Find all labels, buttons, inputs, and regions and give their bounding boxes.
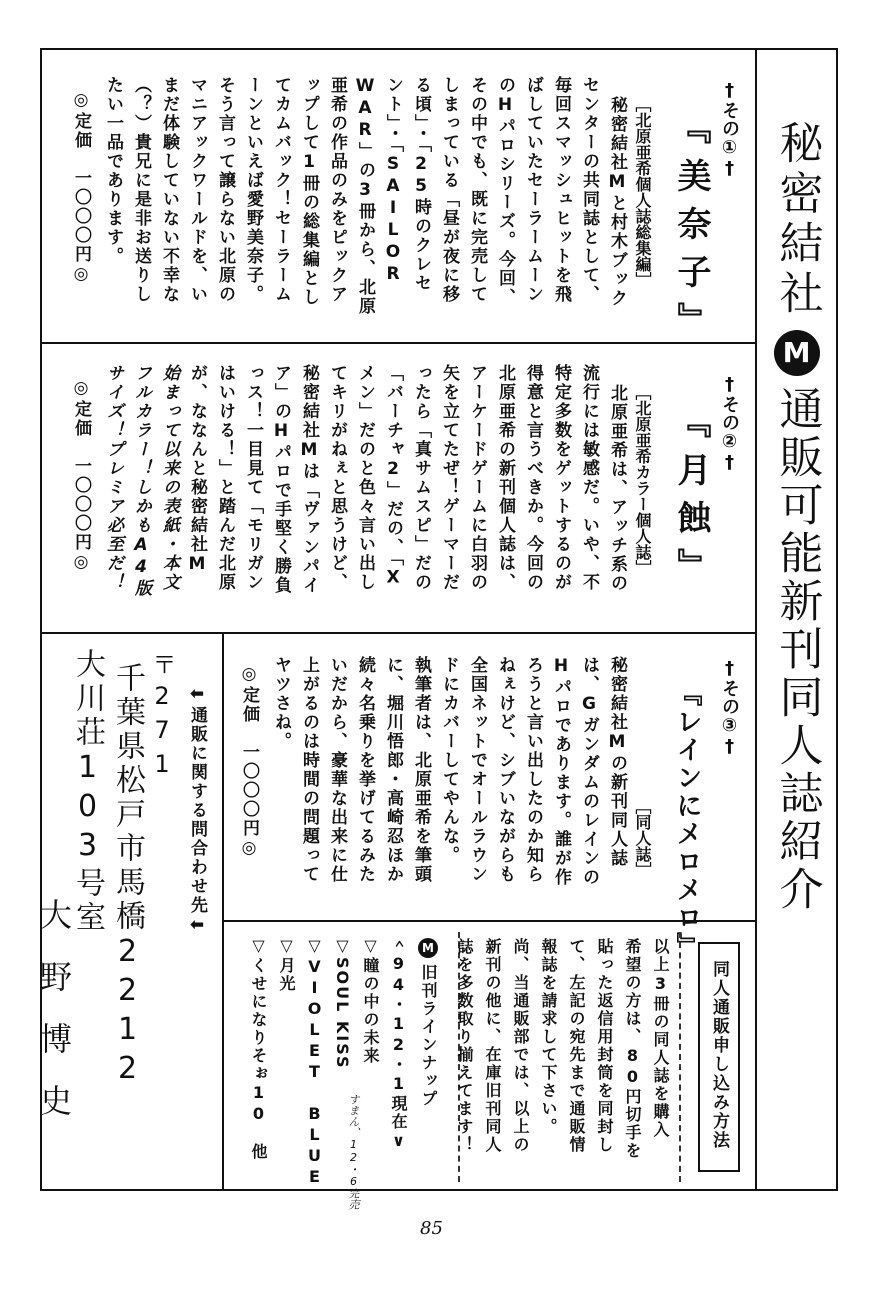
item3-number: †その③† [719,658,740,757]
item1-line: ップして1冊の総集編とし [299,76,319,307]
item3-line: は、Gガンダムのレインの [579,656,599,887]
item1-line: る頃」・「25時のクレセ [411,76,431,293]
item3-line: 上がるのは時間の問題って [299,656,319,884]
item3-title: 『レインにメロメロ』 [672,680,702,960]
item2-line: フルカラー！しかもA4版 [131,364,151,598]
lineup-date: ＾94・12・1現在∨ [389,936,408,1152]
item3-line: ヤツさね。 [271,656,291,751]
item2-line: っス！一目見て「モリガン [243,364,263,592]
item3-line: 続々名乗りを挙げてるみた [355,656,375,884]
item3-line: 執筆者は、北原亜希を筆頭 [411,656,431,884]
item1-price: ◎定価 一〇〇〇円◎ [71,90,91,286]
lineup-title: 旧刊ラインナップ [419,964,438,1108]
item1-line: ばしていたセーラームーン [523,76,543,304]
item1-line: ーンといえば愛野美奈子。 [243,76,263,304]
item3-line: ドにカバーしてやんな。 [439,656,459,865]
contact-box [35,632,224,1191]
order-line: 貼った返信用封筒を同封し [595,938,614,1154]
contact-address2: 大川荘103号室 [70,648,105,935]
order-line: 以上3冊の同人誌を購入 [651,938,670,1139]
item3-line: に、堀川悟郎・高崎忍ほか [383,656,403,884]
item3-line: 秘密結社Mの新刊同人誌 [607,656,627,868]
order-line: 誌を多数取り揃えてます！ [455,938,474,1154]
item2-line: 特定多数をゲットするのが [551,364,571,592]
header-title [757,120,836,914]
item3-subtitle: ［同人誌］ [633,798,652,878]
header-box [755,48,838,1191]
page-number: 85 [420,1218,443,1239]
item2-line: アーケードゲームに白羽の [467,364,487,592]
item1-line: たい一品であります。 [103,76,123,266]
item2-line: が、ななんと秘密結社M [187,364,207,576]
item1-line: のHパロシリーズ。今回、 [495,76,515,307]
order-line: 新刊の他に、在庫旧刊同人 [483,938,502,1154]
item1-line: マニアックワールドを、い [187,76,207,304]
item1-line: 亜希の作品のみをピックア [327,76,347,304]
bottom-area [222,920,757,1210]
divider [679,932,681,1182]
item2-line: 矢を立てたぜ！ゲーマーだ [439,364,459,592]
order-line: て、左記の宛先まで通販情 [567,938,586,1154]
item1-subtitle: ［北原亜希個人誌総集編］ [633,96,652,288]
order-line: 報誌を請求して下さい。 [539,938,558,1136]
lineup-item: ▽瞳の中の未来 [361,936,380,1065]
order-heading: 同人通販申し込み方法 [709,960,729,1150]
item1-box [40,48,757,350]
item1-line: WAR」の3冊から、北原 [355,76,375,316]
header-title-part2: 通販可能新刊同人誌紹介 [771,386,823,914]
contact-name: 大野博史 [35,898,73,1146]
item2-subtitle: ［北原亜希カラー個人誌］ [633,384,652,576]
item2-line: はいける！」と踏んだ北原 [215,364,235,592]
item2-line: 流行には敏感だ。いや、不 [579,364,599,592]
m-logo-icon: M [774,330,820,376]
item3-line: 全国ネットでオールラウン [467,656,487,884]
lineup-item: ▽くせになりそぉ10 他 [249,936,268,1161]
item2-line: ア」のHパロで手堅く勝負 [271,364,291,595]
item1-line: てカムバック！セーラーム [271,76,291,304]
item1-line: そう言って譲らない北原の [215,76,235,304]
header-title-part1: 秘密結社 [771,120,823,320]
item1-line: 毎回スマッシュヒットを飛 [551,76,571,304]
contact-heading: ⬅通販に関する問合わせ先⬅ [187,684,207,937]
item2-line: てキリがねぇと思うけど、 [327,364,347,592]
item2-line: サイズ！プレミア必至だ！ [103,364,123,592]
order-line: 希望の方は、80円切手を [623,938,642,1160]
item2-title: 『月蝕』 [671,404,711,596]
item1-line: しまっている「昼が夜に移 [439,76,459,304]
item2-line: 北原亜希の新刊個人誌は、 [495,364,515,592]
contact-address1: 千葉県松戸市馬橋2212 [110,662,145,1090]
item1-line: センターの共同誌として、 [579,76,599,304]
lineup-logo-icon: M [418,938,438,958]
item3-line: いだから、豪華な出来に仕 [327,656,347,884]
item2-line: メン」だのと色々言い出し [355,364,375,592]
item1-line: まだ体験していない不幸な [159,76,179,304]
item2-number: †その②† [719,374,740,473]
item1-line: その中でも、既に完売して [467,76,487,304]
item3-price: ◎定価 一〇〇〇円◎ [239,664,259,860]
order-heading-box [698,942,740,1172]
item2-box [40,342,757,634]
item3-box [222,632,757,960]
lineup-item: ▽VIOLET BLUE [305,936,324,1188]
item1-line: ント」・「SAILOR [383,76,403,286]
lineup-item: ▽月光 [277,936,296,993]
item3-line: Hパロであります。誰が作 [551,656,571,887]
lineup-item: ▽SOUL KISS [333,936,352,1070]
item3-line: ろうと言い出したのか知ら [523,656,543,884]
item3-line: ねぇけど、シブいながらも [495,656,515,884]
lineup-handwritten-note: すまん、12・6完売 [347,1094,360,1210]
item1-line: 秘密結社Mと村木ブック [607,96,627,308]
item2-line: ったら「真サムスピ」だの [411,364,431,592]
item2-line: 始まって以来の表紙・本文 [159,364,179,592]
item2-line: 秘密結社Mは「ヴァンパイ [299,364,319,595]
item2-line: 得意と言うべきか。今回の [523,364,543,592]
order-line: 尚、当通販部では、以上の [511,938,530,1154]
item1-line: （？）貴兄に是非お送りし [131,76,151,304]
item2-price: ◎定価 一〇〇〇円◎ [71,378,91,574]
item2-line: 「バーチャ2」だの、「X [383,364,403,590]
item2-line: 北原亜希は、アッチ系の [607,384,627,593]
item1-title: 『美奈子』 [671,110,711,350]
contact-postal: 〒271 [148,652,176,784]
item1-number: †その①† [719,80,740,179]
